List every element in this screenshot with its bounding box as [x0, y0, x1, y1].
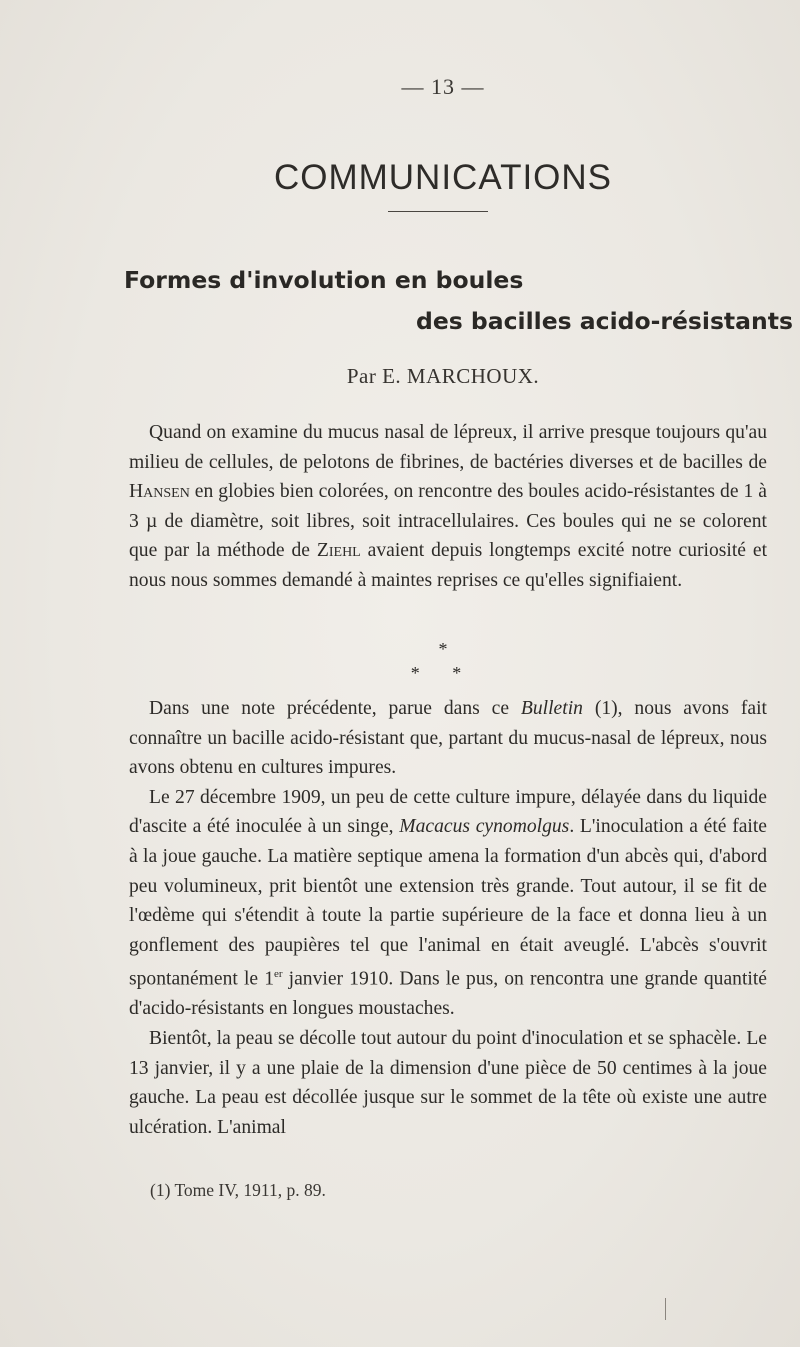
- paragraph-2: [129, 694, 767, 783]
- article-title-line-2: des bacilles acido-résistants: [416, 307, 793, 335]
- asterism-top: *: [438, 639, 448, 659]
- paragraph-3: [129, 783, 767, 1024]
- section-title: COMMUNICATIONS: [273, 158, 613, 197]
- scan-mark: [665, 1298, 666, 1320]
- author-byline: Par E. MARCHOUX.: [346, 364, 540, 388]
- bulletin-title: Bulletin: [520, 698, 583, 719]
- article-title-line-1: Formes d'involution en boules: [124, 266, 524, 294]
- paragraph-2-text-a: Dans une note précédente, parue dans ce: [149, 698, 521, 719]
- paragraph-1: [129, 418, 767, 596]
- superscript-er: er: [274, 968, 283, 981]
- name-hansen: Hansen: [129, 481, 190, 503]
- paragraph-3-text-b: . L'inoculation a été faite à la joue gauche. La matière septique amena la formation d'un abcès qui, d'abord peu volumineux, prit bientôt une extension très grande. Tout autour, il se fit de l'œdème qui s'étendit à toute la partie supérieure de la face et donna lieu à un gonflement des paupières tel que l'animal en était aveuglé. L'abcès s'ouvrit spontanément le 1: [129, 816, 767, 990]
- paragraph-4-text: Bientôt, la peau se décolle tout autour du point d'inoculation et se sphacèle. Le 13 janvier, il y a une plaie de la dimension d'une pièce de 50 centimes à la joue gauche. La peau est décollée jusque sur le sommet de la tête où existe une autre ulcération. L'animal: [129, 1028, 767, 1138]
- footnote: (1) Tome IV, 1911, p. 89.: [150, 1180, 326, 1200]
- paragraph-2-text-b: (1), nous avons fait connaître un bacille acido-résistant que, partant du mucus-nasal de lépreux, nous avons obtenu en cultures impures.: [129, 698, 767, 779]
- name-ziehl: Ziehl: [316, 540, 361, 562]
- species-name: Macacus cynomolgus: [399, 816, 570, 838]
- paragraph-1-text-a: Quand on examine du mucus nasal de lépreux, il arrive presque toujours qu'au milieu de cellules, de pelotons de fibrines, de bactéries diverses et de bacilles de: [129, 422, 767, 473]
- paragraph-1-text-b: en globies bien colorées, on rencontre des boules acido-résistantes de 1 à 3 µ de diamètre, soit libres, soit intracellulaires. Ces boules qui ne se colorent que par la méthode de: [129, 481, 767, 562]
- paragraph-3-text-c: janvier 1910. Dans le pus, on rencontra une grande quantité d'acido-résistants en longues moustaches.: [129, 968, 767, 1020]
- title-divider: [388, 211, 488, 212]
- paragraph-1-text-c: avaient depuis longtemps excité notre curiosité et nous nous sommes demandé à maintes reprises ce qu'elles signifiaient.: [129, 540, 768, 591]
- paragraph-3-text-a: Le 27 décembre 1909, un peu de cette culture impure, délayée dans du liquide d'ascite a été inoculée à un singe,: [129, 786, 767, 838]
- page-number: — 13 —: [401, 74, 485, 99]
- body-continuation: [129, 694, 767, 1142]
- paragraph-4: [129, 1024, 767, 1142]
- asterism-bottom: * *: [410, 663, 476, 683]
